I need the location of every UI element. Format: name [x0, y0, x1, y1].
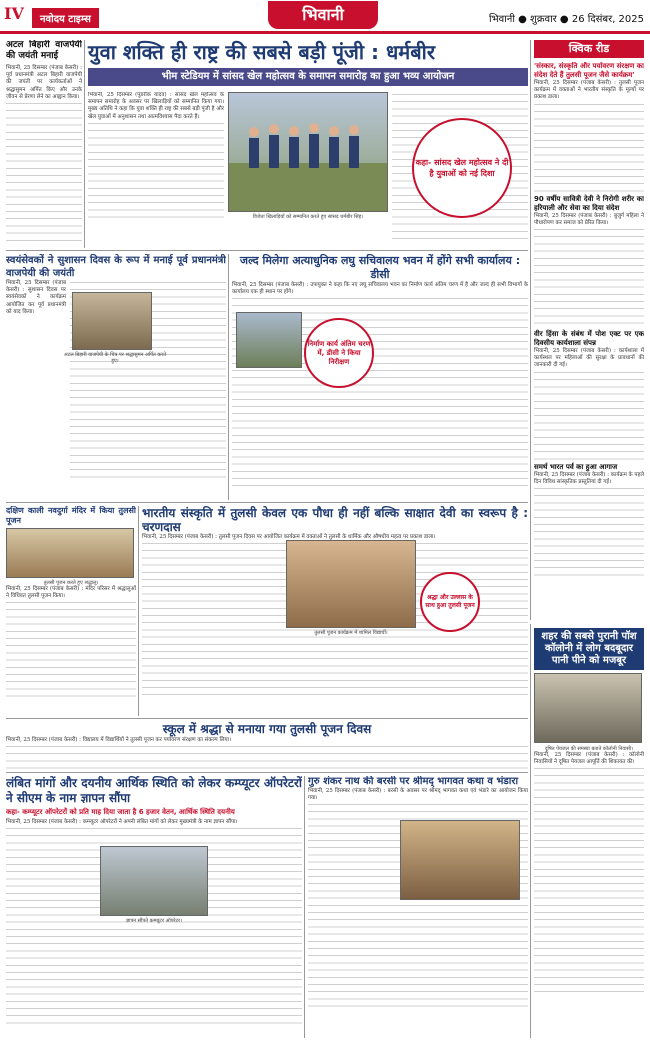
computer-body: भिवानी, 25 दिसम्बर (पंजाब केसरी) : कम्प्यूटर ऑपरेटरों ने अपनी लंबित मांगों को लेकर मुख्यमंत्री के नाम ज्ञापन सौंपा।: [6, 819, 238, 825]
section-title: भिवानी: [268, 1, 378, 29]
bhagwat-headline: गुरु शंकर नाथ की बरसी पर श्रीमद् भागवत कथा व भंडारा: [308, 776, 519, 787]
school-story: [6, 722, 528, 770]
athletes-photo: [229, 93, 388, 212]
temple-story: [6, 506, 136, 716]
lead-body-1: भिवानी, 25 दिसम्बर (पुंडरीक यादव) : सांसद खेल महोत्सव के समापन समारोह के अवसर पर खिलाड़ियों को सम्मानित किया गया। मुख्य अतिथि ने कहा कि युवा शक्ति ही राष्ट्र की सबसे बड़ी पूंजी है और खेल युवाओं में अनुशासन तथा आत्मविश्वास पैदा करते हैं।: [88, 92, 224, 242]
cleanliness-photo-caption: अटल बिहारी वाजपेयी के चित्र पर श्रद्धासुमन अर्पित करते हुए।: [63, 352, 167, 364]
quick-read-title: क्विक रीड: [534, 40, 644, 58]
atal-headline: अटल बिहारी वाजपेयी की जयंती मनाई: [6, 40, 82, 61]
lead-strap: भीम स्टेडियम में सांसद खेल महोत्सव के समापन समारोह का हुआ भव्य आयोजन: [88, 68, 528, 86]
cleanliness-body: भिवानी, 25 दिसम्बर (पंजाब केसरी) : सुशासन दिवस पर स्वयंसेवकों ने कार्यक्रम आयोजित कर पूर्व प्रधानमंत्री को याद किया।: [6, 280, 66, 315]
secretariat-inset: निर्माण कार्य अंतिम चरण में, डीसी ने किया निरीक्षण: [304, 318, 374, 388]
temple-photo-caption: तुलसी पूजन करते हुए श्रद्धालु।: [43, 580, 99, 586]
computer-photo: [100, 846, 208, 916]
tulsi-headline: भारतीय संस्कृति में तुलसी केवल एक पौधा ही नहीं बल्कि साक्षात देवी का स्वरूप है : चरणदास: [142, 506, 528, 534]
dateline: भिवानी ● शुक्रवार ● 26 दिसंबर, 2025: [489, 14, 644, 25]
colony-headline: शहर की सबसे पुरानी पॉश कॉलोनी में लोग बदबूदार पानी पीने को मजबूर: [534, 628, 644, 670]
tulsi-photo-caption: तुलसी पूजन कार्यक्रम में शामिल विद्यार्थी।: [314, 630, 388, 636]
atal-story: [6, 40, 82, 248]
bhagwat-story: [308, 776, 528, 1038]
colony-photo: [534, 673, 642, 743]
lead-photo: [228, 92, 388, 212]
bhagwat-body: भिवानी, 25 दिसम्बर (पंजाब केसरी) : बरसी के अवसर पर श्रीमद् भागवत कथा एवं भंडारे का आयोजन किया गया।: [308, 788, 528, 802]
quick-item3-headline: वीर हिंसा के संबंध में पोश एक्ट पर एक दिवसीय कार्यशाला संपन्न: [534, 330, 644, 348]
page-number: IV: [4, 4, 24, 23]
computer-headline: लंबित मांगों और दयनीय आर्थिक स्थिति को लेकर कम्प्यूटर ऑपरेटरों ने सीएम के नाम ज्ञापन सौंपा: [6, 776, 302, 805]
tulsi-photo: [286, 540, 416, 628]
lead-photo-caption: विजेता खिलाड़ियों को सम्मानित करते हुए सांसद धर्मबीर सिंह।: [252, 214, 364, 220]
colony-body: भिवानी, 25 दिसम्बर (पंजाब केसरी) : कॉलोनी निवासियों ने दूषित पेयजल आपूर्ति की शिकायत की।: [534, 752, 644, 766]
quick-item4-headline: समर्थ भारत पर्व का हुआ आगाज: [534, 462, 618, 471]
quick-item1-body: भिवानी, 25 दिसम्बर (पंजाब केसरी) : तुलसी पूजन कार्यक्रम में वक्ताओं ने भारतीय संस्कृति के मूल्यों पर प्रकाश डाला।: [534, 80, 644, 101]
paper-name: नवोदय टाइम्स: [32, 8, 99, 28]
lead-pull-quote: कहा- सांसद खेल महोत्सव ने दी है युवाओं को नई दिशा: [412, 118, 512, 218]
school-body: भिवानी, 25 दिसम्बर (पंजाब केसरी) : विद्यालय में विद्यार्थियों ने तुलसी पूजन कर पर्यावरण संरक्षण का संकल्प लिया।: [6, 737, 232, 743]
quick-read-column: [534, 62, 644, 622]
tulsi-body: भिवानी, 25 दिसम्बर (पंजाब केसरी) : तुलसी पूजन दिवस पर आयोजित कार्यक्रम में वक्ताओं ने तुलसी के धार्मिक और औषधीय महत्व पर प्रकाश डाला।: [142, 534, 436, 540]
cleanliness-story: [6, 254, 226, 500]
colony-photo-caption: दूषित पेयजल की समस्या बताते कॉलोनी निवासी।: [544, 746, 634, 752]
atal-body: भिवानी, 25 दिसम्बर (पंजाब केसरी) : पूर्व प्रधानमंत्री अटल बिहारी वाजपेयी की जयंती पर कार्यकर्ताओं ने श्रद्धासुमन अर्पित किए और उनके जीवन से प्रेरणा लेने का आह्वान किया।: [6, 65, 82, 100]
school-headline: स्कूल में श्रद्धा से मनाया गया तुलसी पूजन दिवस: [162, 722, 372, 736]
colony-story: [534, 628, 644, 1038]
temple-body: भिवानी, 25 दिसम्बर (पंजाब केसरी) : मंदिर परिसर में श्रद्धालुओं ने विधिवत तुलसी पूजन किया।: [6, 586, 136, 600]
quick-item2-headline: 90 वर्षीय सावित्री देवी ने निरोगी शरीर का हरियाली और सेवा का दिया संदेश: [534, 194, 644, 212]
quick-item3-body: भिवानी, 25 दिसम्बर (पंजाब केसरी) : कार्यशाला में कार्यस्थल पर महिलाओं की सुरक्षा के प्रावधानों की जानकारी दी गई।: [534, 348, 644, 369]
lead-headline: युवा शक्ति ही राष्ट्र की सबसे बड़ी पूंजी : धर्मबीर: [88, 40, 436, 64]
secretariat-headline: जल्द मिलेगा अत्याधुनिक लघु सचिवालय भवन में होंगे सभी कार्यालय : डीसी: [239, 254, 521, 281]
temple-headline: दक्षिण काली नवदुर्गा मंदिर में किया तुलसी पूजन: [6, 506, 136, 525]
tulsi-inset: श्रद्धा और उल्लास के साथ हुआ तुलसी पूजन: [420, 572, 480, 632]
cleanliness-photo: [72, 292, 152, 350]
bhagwat-photo: [400, 820, 520, 900]
cleanliness-headline: स्वयंसेवकों ने सुशासन दिवस के रूप में मनाई पूर्व प्रधानमंत्री वाजपेयी की जयंती: [6, 255, 226, 279]
quick-item4-body: भिवानी, 25 दिसम्बर (पंजाब केसरी) : कार्यक्रम के पहले दिन विविध सांस्कृतिक प्रस्तुतियां दी गईं।: [534, 471, 644, 485]
quick-item1-headline: 'संस्कार, संस्कृति और पर्यावरण संरक्षण का संदेश देते हैं तुलसी पूजन जैसे कार्यक्रम': [534, 62, 644, 79]
computer-photo-caption: ज्ञापन सौंपते कम्प्यूटर ऑपरेटर।: [125, 918, 183, 924]
quick-item2-body: भिवानी, 25 दिसम्बर (पंजाब केसरी) : बुजुर्ग महिला ने पौधारोपण कर समाज को प्रेरित किया।: [534, 212, 644, 226]
secretariat-story: [232, 254, 528, 500]
masthead: [0, 0, 650, 34]
secretariat-body: भिवानी, 25 दिसम्बर (पंजाब केसरी) : उपायुक्त ने कहा कि नए लघु सचिवालय भवन का निर्माण कार्य अंतिम चरण में है और जल्द ही सभी विभागों के कार्यालय एक ही स्थान पर होंगे।: [232, 282, 528, 296]
temple-photo: [6, 528, 134, 578]
secretariat-photo: [236, 312, 302, 368]
computer-kicker: कहा- कम्प्यूटर ऑपरेटरों को प्रति माह दिया जाता है 6 हजार वेतन, आर्थिक स्थिति दयनीय: [6, 808, 235, 816]
